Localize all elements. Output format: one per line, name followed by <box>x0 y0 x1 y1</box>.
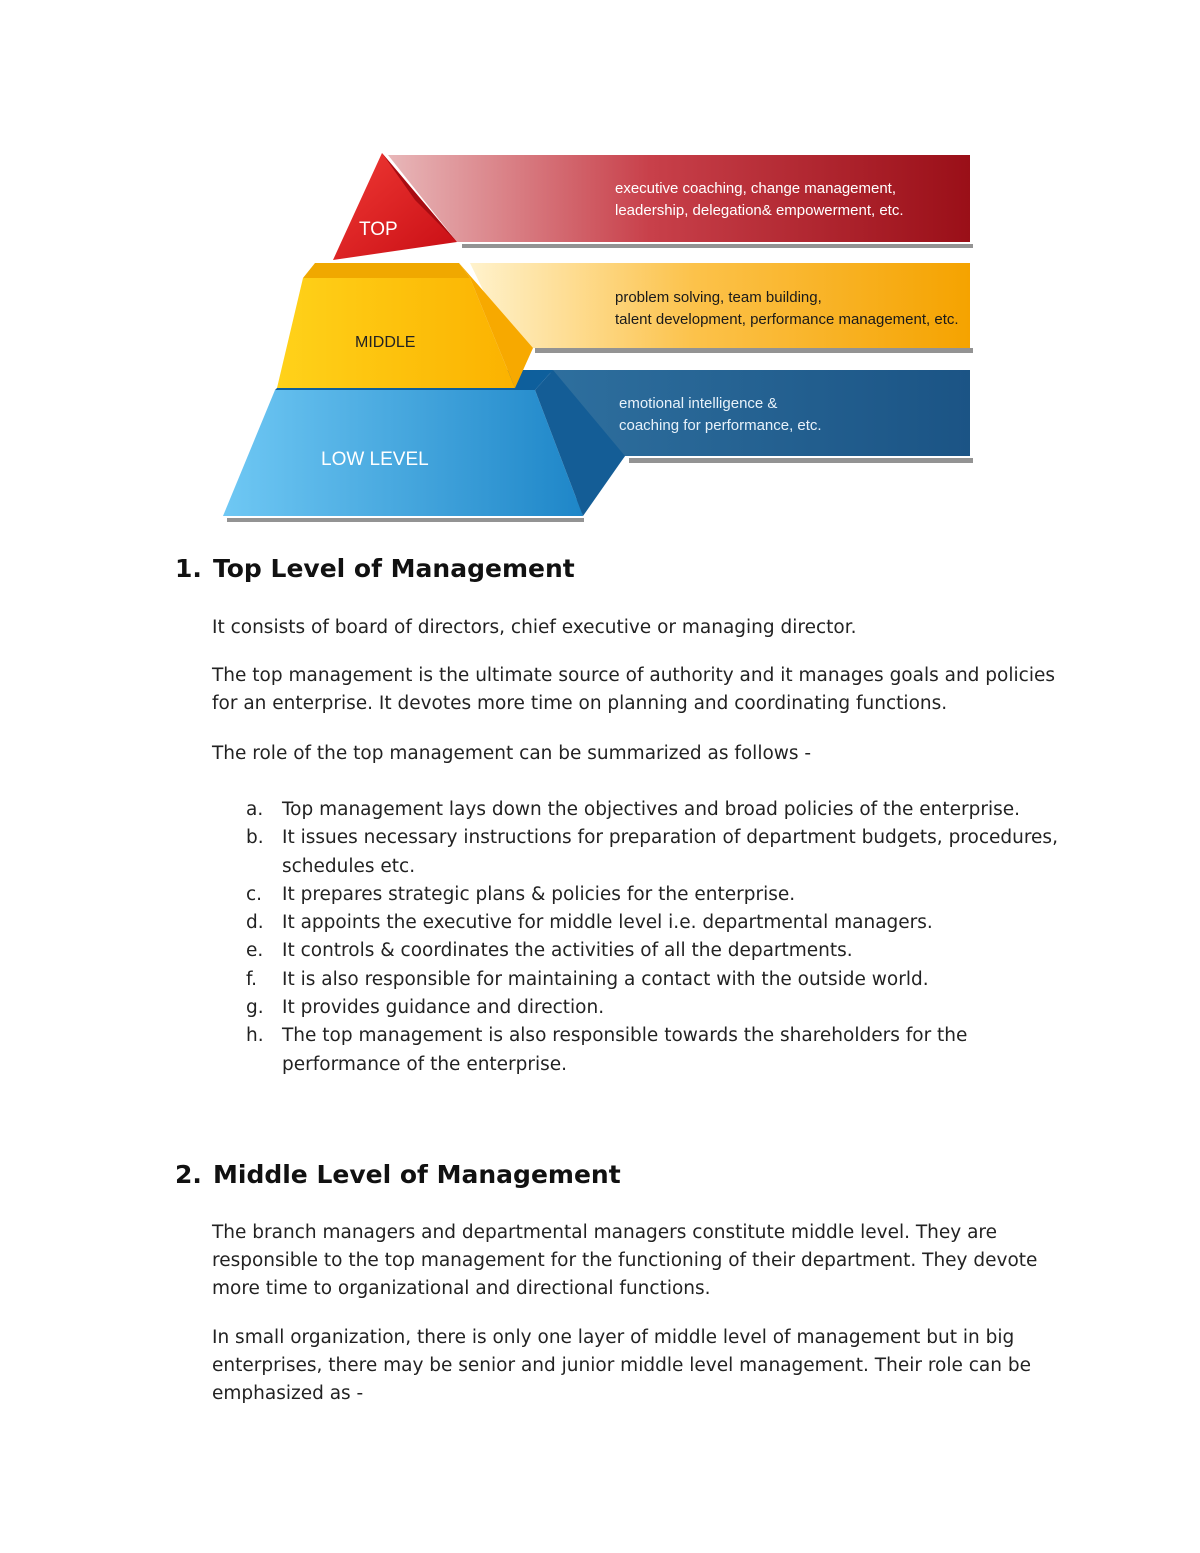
section-1-title: Top Level of Management <box>213 554 575 583</box>
section-2-paragraph-2: In small organization, there is only one layer of middle level of management but in big enterprises, there may be senior and junior middle level management. Their role can be emphasized as - <box>212 1327 1031 1404</box>
list-item-text: The top management is also responsible towards the shareholders for the performance of the enterprise. <box>282 1025 968 1075</box>
section-2-paragraph-1: The branch managers and departmental managers constitute middle level. They are responsible to the top management for the functioning of their department. They devote more time to organizational and directional functions. <box>212 1222 1038 1299</box>
pyramid-label-top: TOP <box>359 219 398 240</box>
list-item-text: It issues necessary instructions for preparation of department budgets, procedures, schedules etc. <box>282 827 1058 877</box>
top-band-line-1: executive coaching, change management, <box>615 180 897 197</box>
section-1-heading <box>175 554 575 583</box>
pyramid-label-middle: MIDDLE <box>355 334 416 351</box>
section-2-number: 2. <box>175 1160 202 1189</box>
middle-band <box>470 263 970 356</box>
list-item <box>212 994 1072 1022</box>
list-marker: a. <box>246 799 264 820</box>
list-item <box>212 937 1072 965</box>
list-item-text: It provides guidance and direction. <box>282 997 605 1019</box>
section-1-paragraph-3: The role of the top management can be summarized as follows - <box>212 743 812 764</box>
list-marker: c. <box>246 883 263 905</box>
list-item <box>212 909 1072 937</box>
management-pyramid-diagram <box>215 150 980 525</box>
low-band-line-1: emotional intelligence & <box>619 395 778 412</box>
section-2-heading <box>175 1160 621 1189</box>
list-item <box>212 796 1072 824</box>
list-marker: d. <box>246 912 264 934</box>
list-marker: e. <box>246 940 264 962</box>
list-marker: f. <box>246 968 258 990</box>
list-item-text: It controls & coordinates the activities of all the departments. <box>282 940 853 962</box>
list-item <box>212 1022 1072 1079</box>
top-band <box>388 155 970 242</box>
top-management-roles-list <box>212 796 1072 1079</box>
top-band-line-2: leadership, delegation& empowerment, etc. <box>615 202 904 219</box>
pyramid-label-low: LOW LEVEL <box>321 449 429 470</box>
section-1-number: 1. <box>175 554 202 583</box>
low-band-line-2: coaching for performance, etc. <box>619 417 822 434</box>
middle-band-line-1: problem solving, team building, <box>615 289 822 306</box>
list-item <box>212 966 1072 994</box>
section-2-title: Middle Level of Management <box>213 1160 621 1189</box>
list-marker: g. <box>246 997 264 1019</box>
list-item-text: It appoints the executive for middle level i.e. departmental managers. <box>282 912 933 934</box>
list-marker: b. <box>246 827 264 849</box>
list-item-text: It prepares strategic plans & policies for the enterprise. <box>282 883 796 905</box>
middle-band-line-2: talent development, performance management, etc. <box>615 311 959 328</box>
list-item-text: It is also responsible for maintaining a contact with the outside world. <box>282 968 929 990</box>
list-item-text: Top management lays down the objectives and broad policies of the enterprise. <box>282 799 1021 820</box>
list-marker: h. <box>246 1025 264 1047</box>
list-item <box>212 824 1072 881</box>
section-1-paragraph-2: The top management is the ultimate source of authority and it manages goals and policies for an enterprise. It devotes more time on planning and coordinating functions. <box>212 665 1055 714</box>
section-1-paragraph-1: It consists of board of directors, chief executive or managing director. <box>212 617 857 638</box>
list-item <box>212 881 1072 909</box>
